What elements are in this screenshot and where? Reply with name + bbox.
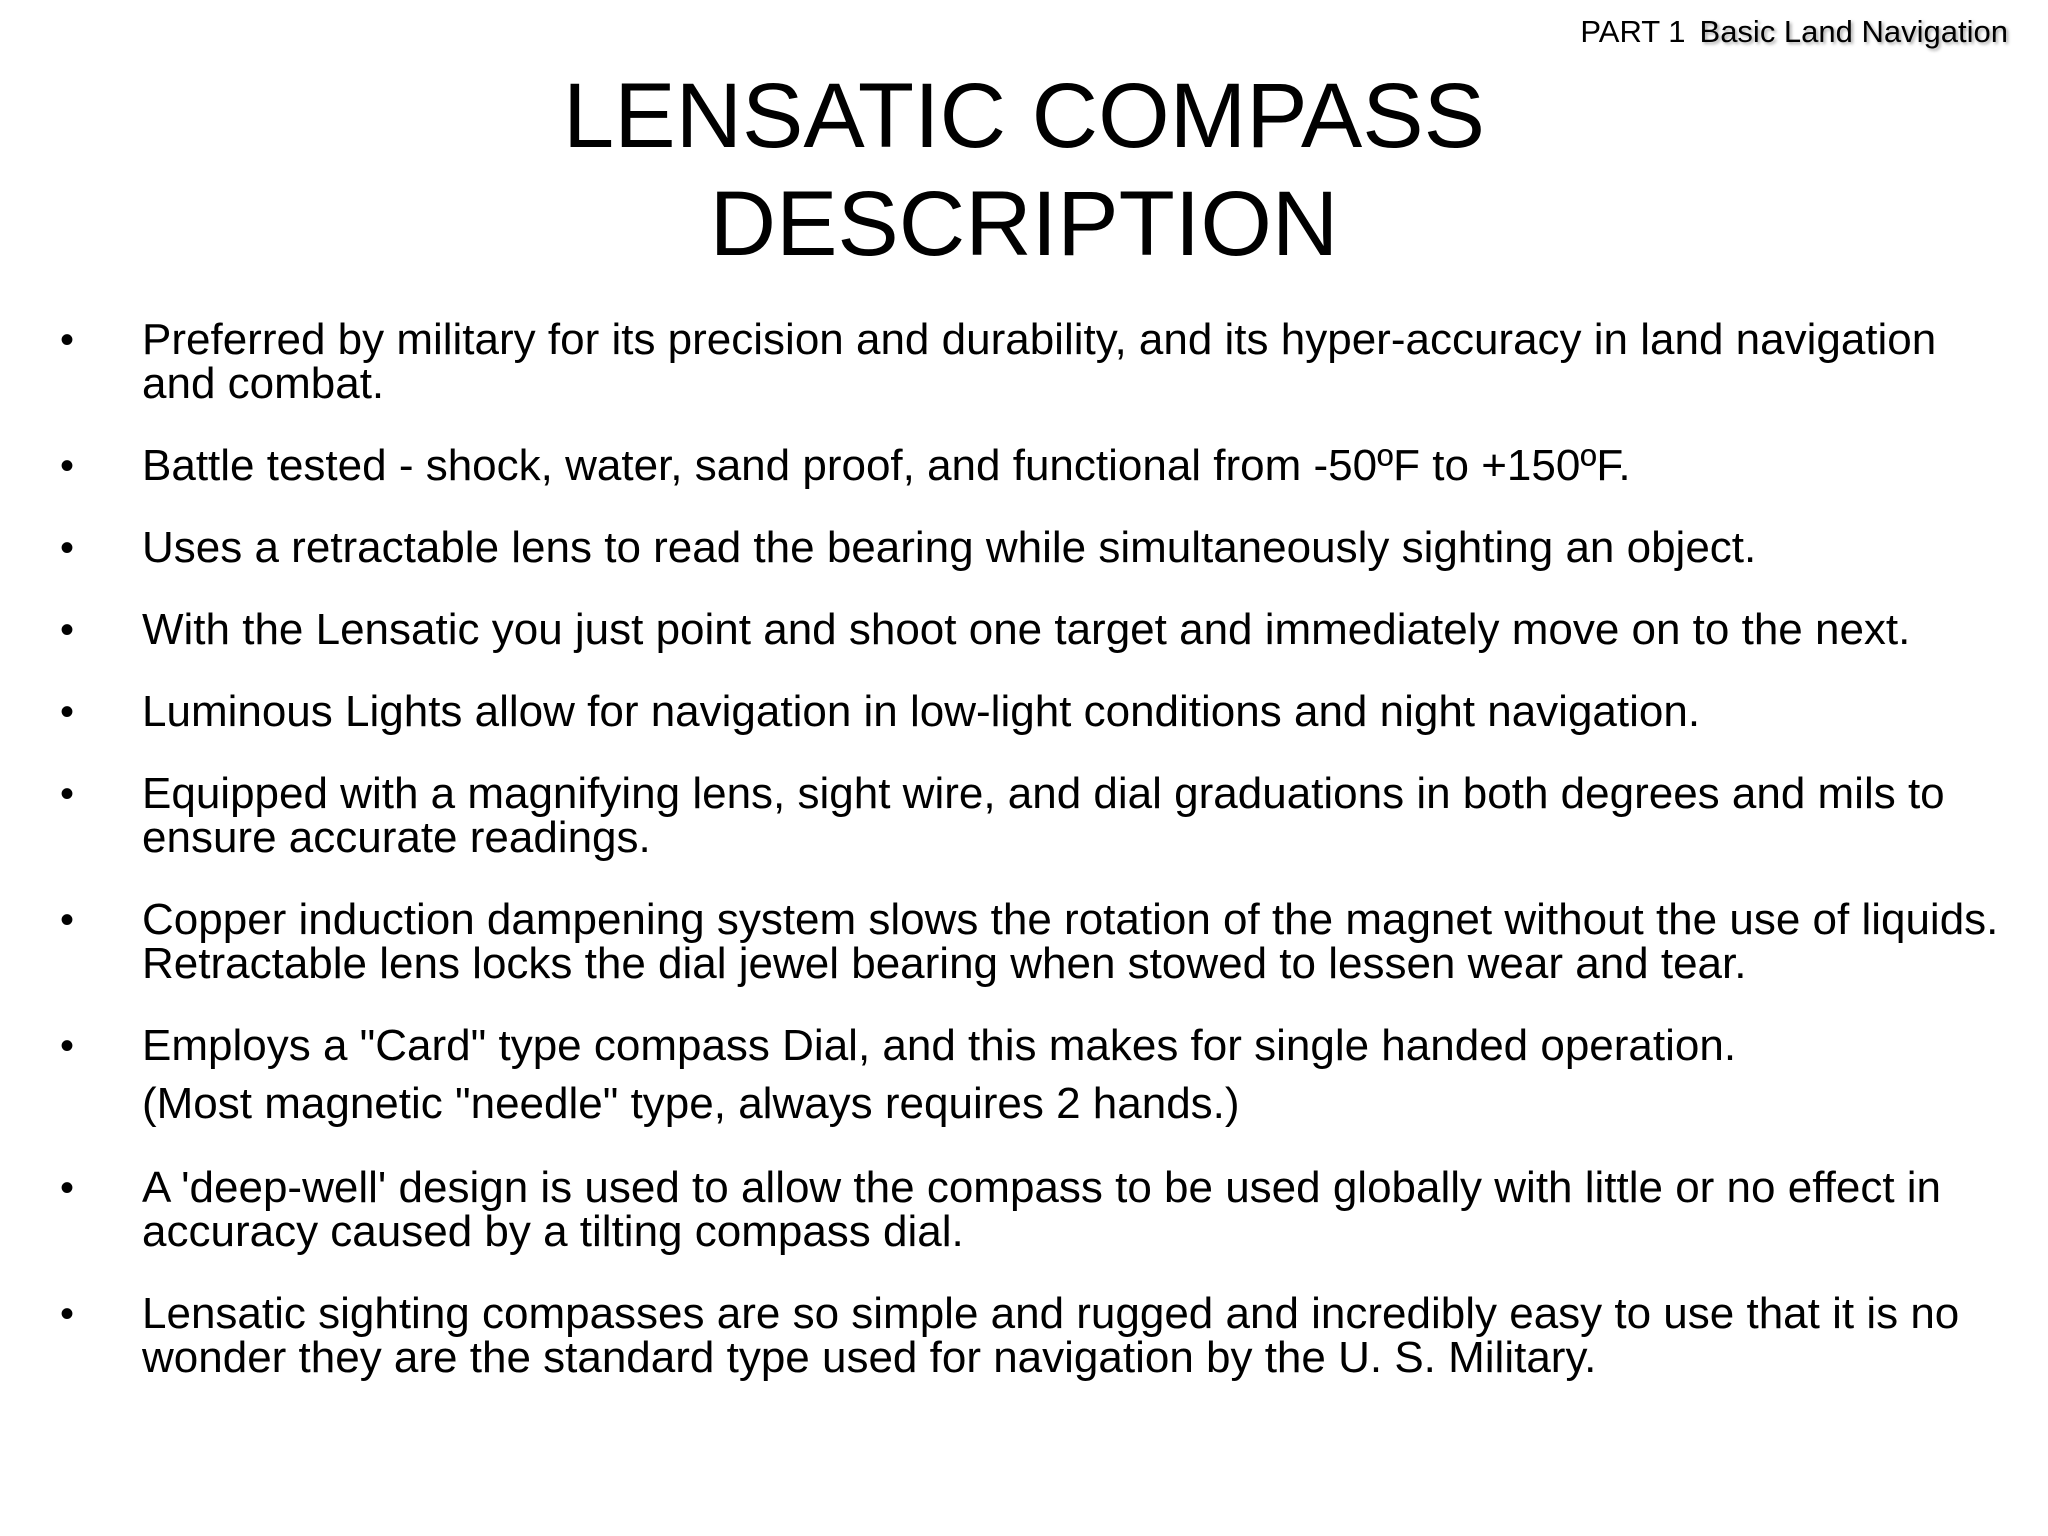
- bullet-icon: •: [60, 444, 75, 488]
- list-item-text: A 'deep-well' design is used to allow the compass to be used globally with little or no effect in accuracy caused by a tilting compass dial.: [142, 1163, 1942, 1256]
- bullet-icon: •: [60, 690, 75, 734]
- list-item-text: Copper induction dampening system slows the rotation of the magnet without the use of liquids. Retractable lens locks the dial jewel bearing when stowed to lessen wear and tear.: [142, 895, 1999, 988]
- list-item-note: (Most magnetic "needle" type, always requires 2 hands.): [142, 1079, 1240, 1128]
- list-item: [60, 1021, 2010, 1128]
- list-item-text: Equipped with a magnifying lens, sight wire, and dial graduations in both degrees and mils to ensure accurate readings.: [142, 769, 1945, 862]
- list-item-text: Battle tested - shock, water, sand proof, and functional from -50ºF to +150ºF.: [142, 441, 1631, 490]
- list-item: [60, 315, 2010, 408]
- list-item-text: With the Lensatic you just point and shoot one target and immediately move on to the next.: [142, 605, 1911, 654]
- bullet-icon: •: [60, 1292, 75, 1336]
- page-title: [0, 62, 2048, 278]
- part-label: PART 1: [1580, 14, 1686, 49]
- list-item: [60, 1289, 2010, 1382]
- list-item: [60, 687, 2010, 736]
- list-item: [60, 523, 2010, 572]
- list-item: [60, 1163, 2010, 1256]
- bullet-icon: •: [60, 1024, 75, 1068]
- list-item-text: Employs a "Card" type compass Dial, and this makes for single handed operation.: [142, 1021, 1737, 1070]
- list-item: [60, 895, 2010, 988]
- list-item-text: Uses a retractable lens to read the bearing while simultaneously sighting an object.: [142, 523, 1757, 572]
- bullet-icon: •: [60, 898, 75, 942]
- bullet-icon: •: [60, 608, 75, 652]
- bullet-list: [60, 315, 2010, 1418]
- bullet-icon: •: [60, 1166, 75, 1210]
- bullet-icon: •: [60, 318, 75, 362]
- list-item-text: Luminous Lights allow for navigation in low-light conditions and night navigation.: [142, 687, 1701, 736]
- title-line-2: DESCRIPTION: [709, 173, 1339, 275]
- list-item-text: Lensatic sighting compasses are so simple and rugged and incredibly easy to use that it is no wonder they are the standard type used for navigation by the U. S. Military.: [142, 1289, 1960, 1382]
- section-label: Basic Land Navigation: [1699, 14, 2008, 49]
- list-item-text: Preferred by military for its precision and durability, and its hyper-accuracy in land navigation and combat.: [142, 315, 1937, 408]
- list-item: [60, 769, 2010, 862]
- list-item: [60, 441, 2010, 490]
- bullet-icon: •: [60, 526, 75, 570]
- header-tag: [1580, 12, 2008, 52]
- list-item: [60, 605, 2010, 654]
- bullet-icon: •: [60, 772, 75, 816]
- title-line-1: LENSATIC COMPASS: [563, 65, 1485, 167]
